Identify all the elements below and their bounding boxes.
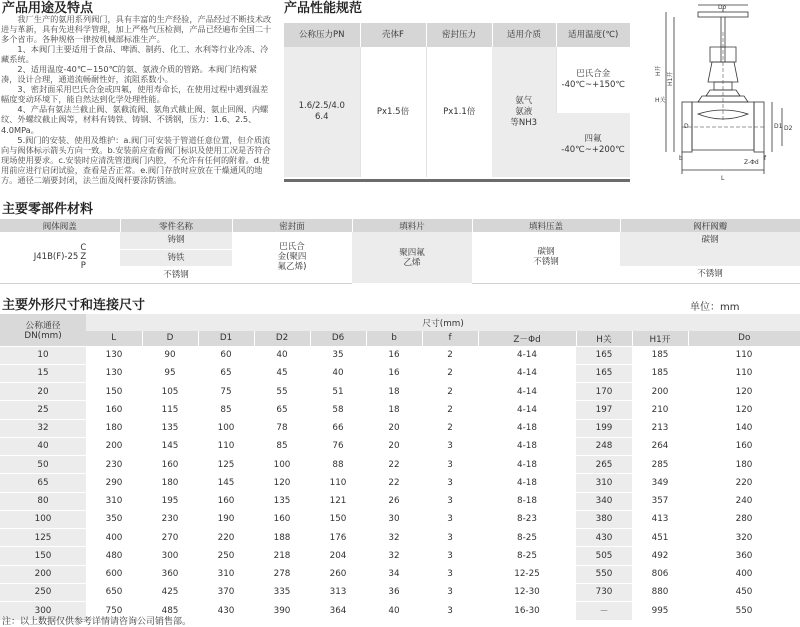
dn-value: 32 (0, 419, 86, 437)
dimension-column-header: b (366, 331, 422, 346)
dimension-value: 3 (422, 547, 478, 565)
label-d2: D2 (784, 125, 793, 132)
dimension-value: 350 (86, 510, 142, 528)
dn-header-line: DN(mm) (24, 331, 62, 342)
seal-face-cell (232, 232, 352, 283)
dimension-value: 8-23 (478, 510, 576, 528)
dn-value: 250 (0, 583, 86, 601)
dimension-column-header: Do (688, 331, 800, 346)
header-media: 适用介质 (492, 23, 556, 47)
dimension-value: 505 (576, 547, 632, 565)
media-value: 等NH3 (510, 117, 538, 128)
dimension-value: 100 (254, 456, 310, 474)
shell-cell: Px1.5倍 (360, 47, 426, 177)
media-cell (492, 47, 556, 177)
dimension-value: 165 (576, 346, 632, 364)
header-seal-face: 密封面 (232, 219, 352, 232)
dimension-value: 4-14 (478, 364, 576, 382)
dimension-value: 220 (198, 529, 254, 547)
dimension-row (0, 346, 800, 364)
dimension-value: 730 (576, 583, 632, 601)
dimension-value: 364 (310, 602, 366, 620)
dimension-row (0, 401, 800, 419)
dimension-value: 115 (142, 401, 198, 419)
dimension-row (0, 383, 800, 401)
valve-technical-drawing (652, 2, 800, 187)
dimension-column-header: L (86, 331, 142, 346)
dimension-value: 51 (310, 383, 366, 401)
dimension-row (0, 583, 800, 601)
header-body: 阀体阀盖 (0, 219, 120, 232)
dimension-value: 380 (576, 510, 632, 528)
dimension-value: 210 (632, 401, 688, 419)
dimension-value: 8-18 (478, 492, 576, 510)
dimension-value: 22 (366, 474, 422, 492)
dimension-value: 180 (142, 474, 198, 492)
dimension-value: 451 (632, 529, 688, 547)
dimension-value: 40 (254, 346, 310, 364)
dimension-value: 190 (198, 510, 254, 528)
unit-label: 单位：mm (690, 302, 740, 313)
dimension-value: 3 (422, 565, 478, 583)
body-material: 铸铁 (120, 249, 232, 266)
dn-header (0, 314, 86, 346)
dimension-value: 8-25 (478, 547, 576, 565)
dimension-value: 16 (366, 364, 422, 382)
packing-line: 乙烯 (403, 257, 421, 268)
dimension-value: 35 (310, 346, 366, 364)
media-value: 氨液 (515, 106, 533, 117)
dimension-value: 290 (86, 474, 142, 492)
dimension-value: 18 (366, 401, 422, 419)
dimension-value: 280 (688, 510, 800, 528)
gland-cell (472, 232, 620, 283)
dimension-column-header: Z－Φd (478, 331, 576, 346)
dn-value: 20 (0, 383, 86, 401)
dimension-value: 188 (254, 529, 310, 547)
dimension-value: 240 (688, 492, 800, 510)
dimension-value: 76 (310, 437, 366, 455)
dimension-value: 218 (254, 547, 310, 565)
dimension-value: 110 (198, 437, 254, 455)
dn-value: 25 (0, 401, 86, 419)
dimension-column-header: D1 (198, 331, 254, 346)
dimension-value: 3 (422, 474, 478, 492)
dimension-value: 8-25 (478, 529, 576, 547)
seal-face-line: 氟乙烯) (277, 262, 307, 273)
temp-material: 四氟 (584, 134, 602, 144)
dimension-value: 2 (422, 401, 478, 419)
dimension-value: 248 (576, 437, 632, 455)
label-b: b (679, 155, 683, 162)
seal-face-line: 金(聚四 (277, 252, 307, 263)
dimension-row (0, 529, 800, 547)
dimension-value: 349 (632, 474, 688, 492)
dimension-value: 185 (632, 364, 688, 382)
usage-paragraph: 3、密封面采用巴氏合金或四氟，使用寿命长，在使用过程中遇到温差幅度变动环境下，能自然达到化学处理性能。 (1, 84, 269, 105)
dimension-value: 65 (254, 401, 310, 419)
dimension-value: 310 (198, 565, 254, 583)
dimension-value: 278 (254, 565, 310, 583)
dimension-value: 313 (310, 583, 366, 601)
dimension-value: 125 (198, 456, 254, 474)
dn-value: 15 (0, 364, 86, 382)
dimension-value: 270 (142, 529, 198, 547)
material-code: P (80, 260, 86, 271)
header-part: 零件名称 (120, 219, 232, 232)
dimension-value: 66 (310, 419, 366, 437)
material-code: Z (80, 251, 87, 262)
label-d: D (684, 123, 689, 130)
dimension-value: 180 (688, 456, 800, 474)
temp-ptfe-cell (556, 113, 630, 177)
dimension-value: 185 (632, 346, 688, 364)
dimension-row (0, 474, 800, 492)
dimension-value: 413 (632, 510, 688, 528)
dimension-value: 110 (688, 346, 800, 364)
dimension-value: 85 (198, 401, 254, 419)
stem-material: 不锈钢 (620, 266, 800, 283)
dimension-value: 197 (576, 401, 632, 419)
dimension-value: 750 (86, 602, 142, 620)
dimension-value: 135 (254, 492, 310, 510)
dimension-value: 806 (632, 565, 688, 583)
label-f: f (764, 155, 767, 162)
dimension-value: 12-30 (478, 583, 576, 601)
model-code: J41B(F)-25 (33, 252, 79, 263)
dimension-value: 995 (632, 602, 688, 620)
label-l: L (721, 175, 725, 182)
dimension-value: 195 (142, 492, 198, 510)
media-value: 氨气 (515, 95, 533, 106)
dimension-value: 4-18 (478, 456, 576, 474)
header-pn: 公称压力PN (284, 23, 360, 47)
dimension-value: 310 (576, 474, 632, 492)
dn-value: 80 (0, 492, 86, 510)
dimension-value: 425 (142, 583, 198, 601)
materials-section-title: 主要零部件材料 (2, 202, 94, 217)
usage-paragraph: 2、适用温度-40℃~150℃的氨、氨液介质的管路。本阀门结构紧凑，设计合理，通道流畅耐性好，流阻系数小。 (1, 64, 257, 85)
dimension-value: 145 (142, 437, 198, 455)
dimension-column-header: D2 (254, 331, 310, 346)
pn-value: 1.6/2.5/4.0 (298, 101, 345, 111)
dimension-value: 135 (142, 419, 198, 437)
usage-description (1, 14, 272, 185)
dimension-row (0, 456, 800, 474)
dimension-value: － (576, 602, 632, 620)
footnote: 注：以上数据仅供参考详情请咨询公司销售部。 (2, 617, 192, 627)
dimension-value: 320 (688, 529, 800, 547)
dimension-column-header: H1开 (632, 331, 688, 346)
dn-value: 65 (0, 474, 86, 492)
dimension-value: 18 (366, 383, 422, 401)
material-code: C (80, 242, 87, 253)
header-shell: 壳体F (360, 23, 426, 47)
dimension-value: 95 (142, 364, 198, 382)
body-material: 不锈钢 (120, 266, 232, 283)
dimension-value: 2 (422, 346, 478, 364)
dimension-value: 170 (576, 383, 632, 401)
packing-line: 聚四氟 (399, 247, 425, 258)
dimension-value: 3 (422, 602, 478, 620)
dimension-value: 4-18 (478, 474, 576, 492)
header-seal: 密封压力 (426, 23, 492, 47)
usage-section-title: 产品用途及特点 (2, 1, 94, 16)
stem-spacer (620, 249, 800, 266)
label-h-closed: H关 (655, 97, 666, 104)
dn-value: 150 (0, 547, 86, 565)
seal-face-line: 巴氏合 (279, 242, 305, 253)
header-temp: 适用温度(℃) (556, 23, 630, 47)
dimension-value: 220 (688, 474, 800, 492)
performance-header-row (284, 23, 630, 47)
dn-value: 100 (0, 510, 86, 528)
dimension-value: 20 (366, 419, 422, 437)
dimension-value: 430 (576, 529, 632, 547)
dimension-value: 4-18 (478, 437, 576, 455)
dimension-value: 16-30 (478, 602, 576, 620)
temp-range: -40℃~+150℃ (561, 80, 625, 90)
dimension-value: 360 (688, 547, 800, 565)
stem-material: 碳钢 (620, 232, 800, 249)
dimension-value: 30 (366, 510, 422, 528)
dimension-row (0, 419, 800, 437)
dimension-value: 78 (254, 419, 310, 437)
dn-header-line: 公称通径 (25, 321, 61, 332)
label-zd: Z-Φd (744, 159, 759, 166)
dimension-value: 2 (422, 419, 478, 437)
seal-pressure-cell: Px1.1倍 (426, 47, 492, 177)
dimension-value: 40 (310, 364, 366, 382)
dimension-value: 550 (576, 565, 632, 583)
dimension-value: 260 (310, 565, 366, 583)
dimension-value: 100 (198, 419, 254, 437)
dimension-value: 250 (198, 547, 254, 565)
dimension-value: 180 (86, 419, 142, 437)
dimension-value: 34 (366, 565, 422, 583)
dimension-value: 400 (86, 529, 142, 547)
dimension-value: 265 (576, 456, 632, 474)
dimension-value: 230 (142, 510, 198, 528)
dimension-value: 145 (198, 474, 254, 492)
performance-table (284, 23, 630, 177)
label-h1-open: H1开 (667, 71, 674, 86)
gland-line: 碳钢 (537, 247, 555, 258)
dimension-value: 335 (254, 583, 310, 601)
usage-paragraph: 4、产品有氨法兰截止阀、氨截流阀、氨角式截止阀、氨止回阀、内螺纹、外螺纹截止阀等，材料有铸铁、铸钢、不锈钢，压力：1.6、2.5、4.0MPa。 (1, 104, 269, 135)
dimension-column-header: D6 (310, 331, 366, 346)
dimension-value: 120 (688, 401, 800, 419)
performance-section-title: 产品性能规范 (284, 1, 363, 16)
dimension-value: 45 (254, 364, 310, 382)
dimension-value: 121 (310, 492, 366, 510)
header-packing: 填料片 (352, 219, 472, 232)
dimension-value: 12-25 (478, 565, 576, 583)
dimension-value: 26 (366, 492, 422, 510)
dimension-row (0, 510, 800, 528)
gland-line: 不锈钢 (533, 257, 559, 268)
dimension-row (0, 547, 800, 565)
dimension-value: 2 (422, 383, 478, 401)
dimension-value: 492 (632, 547, 688, 565)
dimension-value: 370 (198, 583, 254, 601)
dimension-value: 357 (632, 492, 688, 510)
dimension-value: 55 (254, 383, 310, 401)
dimension-value: 4-14 (478, 346, 576, 364)
dimension-value: 32 (366, 529, 422, 547)
dimensions-section-title: 主要外形尺寸和连接尺寸 (2, 298, 146, 313)
materials-header-row (0, 219, 800, 232)
temp-material: 巴氏合金 (576, 69, 611, 79)
dimension-value: 58 (310, 401, 366, 419)
dimension-value: 3 (422, 456, 478, 474)
usage-paragraph: 1、本阀门主要适用于食品、啤酒、制药、化工、水利等行业冷冻、冷藏系统。 (1, 44, 269, 65)
dimension-value: 160 (254, 510, 310, 528)
dimension-value: 550 (688, 602, 800, 620)
dimension-value: 150 (86, 383, 142, 401)
dimension-value: 3 (422, 510, 478, 528)
dimension-value: 120 (254, 474, 310, 492)
dimension-value: 88 (310, 456, 366, 474)
dimension-value: 600 (86, 565, 142, 583)
dimension-value: 160 (142, 456, 198, 474)
dimension-value: 199 (576, 419, 632, 437)
model-cell (0, 232, 120, 283)
dimension-value: 485 (142, 602, 198, 620)
dn-value: 10 (0, 346, 86, 364)
label-d1: D1 (774, 123, 783, 130)
dimension-value: 390 (254, 602, 310, 620)
dimension-value: 310 (86, 492, 142, 510)
header-gland: 填料压盖 (472, 219, 620, 232)
dimension-value: 200 (632, 383, 688, 401)
dimension-value: 160 (688, 437, 800, 455)
dimension-value: 430 (198, 602, 254, 620)
dimension-value: 120 (688, 383, 800, 401)
temp-range: -40℃~+200℃ (561, 145, 625, 155)
dimension-value: 4-14 (478, 383, 576, 401)
pn-cell (284, 47, 360, 177)
dimension-row (0, 565, 800, 583)
dimension-value: 2 (422, 364, 478, 382)
dimension-row (0, 492, 800, 510)
dimension-value: 230 (86, 456, 142, 474)
dimension-value: 140 (688, 419, 800, 437)
dimension-value: 60 (198, 346, 254, 364)
dimension-value: 880 (632, 583, 688, 601)
usage-paragraph: 5.阀门的安装、使用及维护：a.阀门可安装于管道任意位置，但介质流向与阀体标示箭头方向一致。b.安装前应查看阀门标识及使用工况是否符合现场使用要求。c.安装时应清洗管道阀门内腔，不允许有任何的附着。d.使用前应进行启闭试验，查看是否正常。e.阀门存放时应放在干燥通风的地方。通径二端要封闭，法兰面及阀杆要涂防锈油。 (1, 134, 271, 185)
dimension-value: 200 (86, 437, 142, 455)
dimension-value: 130 (86, 346, 142, 364)
dimension-value: 213 (632, 419, 688, 437)
dimension-value: 204 (310, 547, 366, 565)
dimension-value: 150 (310, 510, 366, 528)
dimension-value: 16 (366, 346, 422, 364)
dimension-value: 264 (632, 437, 688, 455)
dimension-value: 400 (688, 565, 800, 583)
dimension-value: 450 (688, 583, 800, 601)
dimension-value: 3 (422, 492, 478, 510)
dimension-value: 300 (142, 547, 198, 565)
dimension-column-header: D (142, 331, 198, 346)
dimension-value: 40 (366, 602, 422, 620)
dimensions-table (0, 314, 800, 620)
dimension-value: 285 (632, 456, 688, 474)
dimension-column-header: H关 (576, 331, 632, 346)
header-stem: 阀杆阀瓣 (620, 219, 800, 232)
dimension-column-header: f (422, 331, 478, 346)
dimension-value: 360 (142, 565, 198, 583)
dn-value: 40 (0, 437, 86, 455)
usage-paragraph: 我厂生产的氨用系列阀门，具有丰富的生产经验，产品经过不断技术改进与革新，具有先进科学管理，加上严格气压检测，产品已经遍布全国二十多个省市。各种规格一律按机械部标准生产。 (1, 14, 272, 45)
dimension-value: 160 (86, 401, 142, 419)
dimension-value: 75 (198, 383, 254, 401)
dimension-value: 90 (142, 346, 198, 364)
body-material: 铸钢 (120, 232, 232, 249)
dimension-value: 110 (310, 474, 366, 492)
dimension-value: 4-14 (478, 401, 576, 419)
dimension-value: 85 (254, 437, 310, 455)
dimension-value: 22 (366, 456, 422, 474)
label-do: Do (718, 4, 727, 11)
dimension-value: 3 (422, 437, 478, 455)
dimension-value: 160 (198, 492, 254, 510)
dimension-value: 165 (576, 364, 632, 382)
dn-value: 125 (0, 529, 86, 547)
dimension-value: 36 (366, 583, 422, 601)
temp-babbitt-cell (556, 47, 630, 113)
dn-value: 300 (0, 602, 86, 620)
dimension-value: 340 (576, 492, 632, 510)
dimension-value: 4-18 (478, 419, 576, 437)
dimension-value: 105 (142, 383, 198, 401)
dimension-row (0, 364, 800, 382)
dimension-value: 20 (366, 437, 422, 455)
dimension-row (0, 437, 800, 455)
packing-cell (352, 232, 472, 283)
dimension-value: 32 (366, 547, 422, 565)
dimension-value: 3 (422, 529, 478, 547)
dimension-value: 130 (86, 364, 142, 382)
dimension-value: 3 (422, 583, 478, 601)
dn-value: 200 (0, 565, 86, 583)
label-h-open: H开 (655, 65, 662, 76)
dimension-value: 176 (310, 529, 366, 547)
dimension-value: 480 (86, 547, 142, 565)
materials-table (0, 219, 800, 284)
size-header: 尺寸(mm) (86, 314, 800, 331)
dimension-value: 650 (86, 583, 142, 601)
dn-value: 50 (0, 456, 86, 474)
handwheel-shape (698, 12, 748, 17)
dimension-value: 110 (688, 364, 800, 382)
pn-value: 6.4 (314, 112, 329, 122)
performance-table-rule (284, 179, 630, 182)
dimension-value: 65 (198, 364, 254, 382)
